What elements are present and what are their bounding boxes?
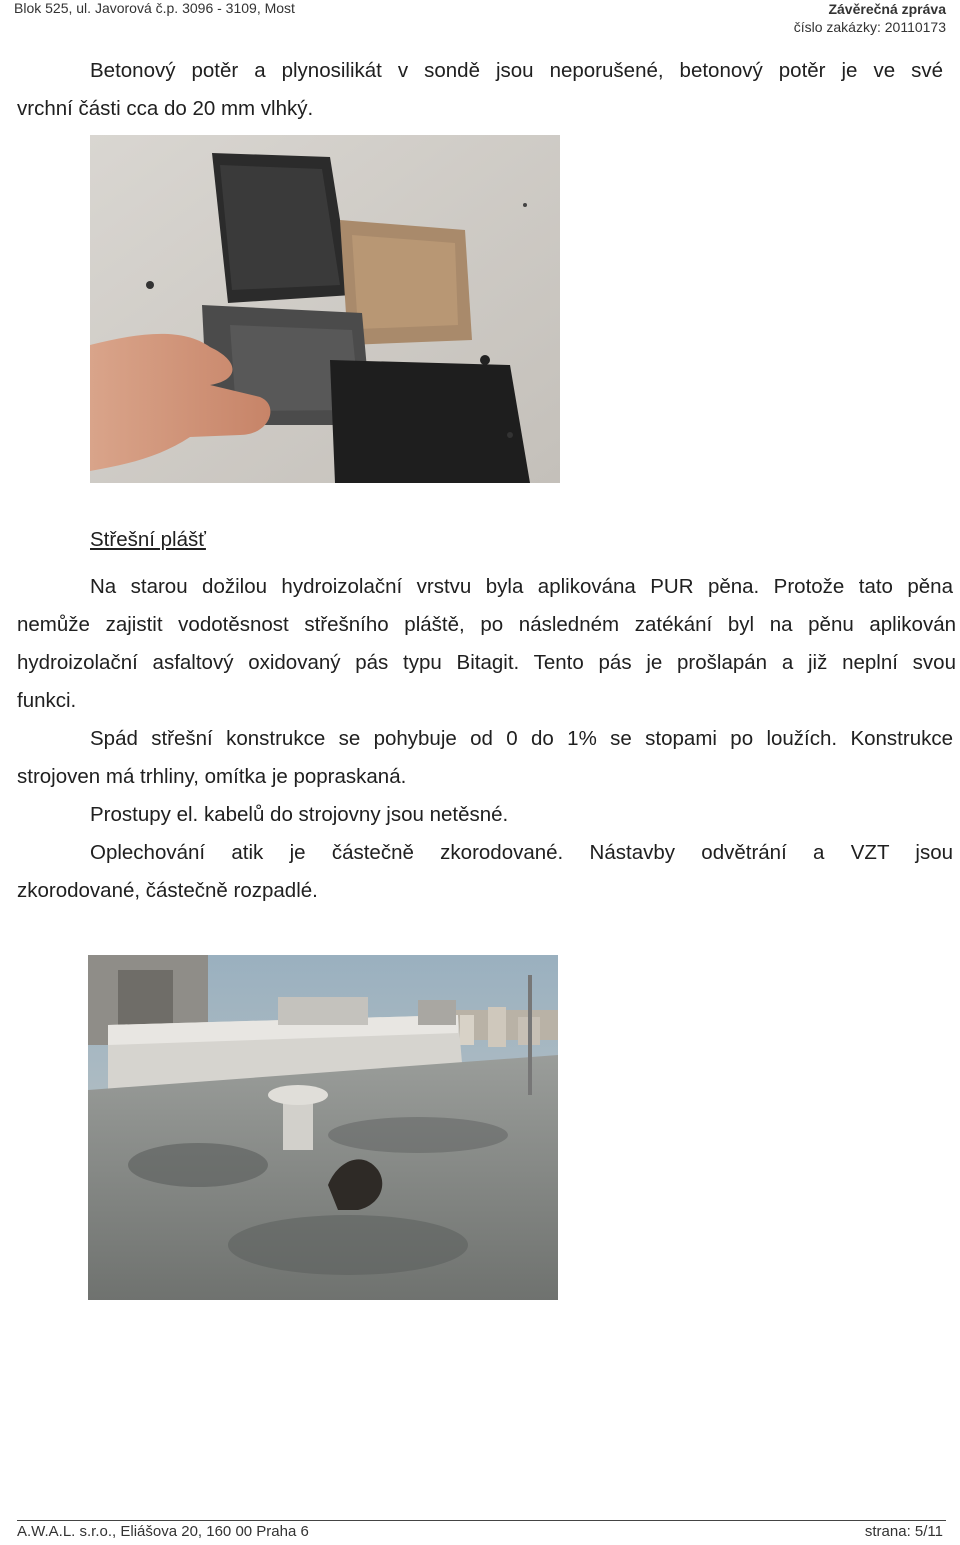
report-title: Závěrečná zpráva: [828, 1, 946, 17]
footer-rule: [17, 1520, 946, 1521]
section-heading-roof: Střešní plášť: [90, 528, 206, 551]
footer-company: A.W.A.L. s.r.o., Eliášova 20, 160 00 Praha 6: [17, 1523, 309, 1540]
roof-p4-line1: Oplechování atik je částečně zkorodované. Nástavby odvětrání a VZT jsou: [90, 841, 953, 864]
header-address: Blok 525, ul. Javorová č.p. 3096 - 3109, Most: [14, 0, 295, 16]
order-number: číslo zakázky: 20110173: [793, 19, 946, 35]
roof-p1-line3: hydroizolační asfaltový oxidovaný pás typu Bitagit. Tento pás je prošlapán a již neplní svou: [17, 651, 956, 674]
page-number: strana: 5/11: [864, 1523, 943, 1540]
roof-p2-line2: strojoven má trhliny, omítka je popraskaná.: [17, 765, 407, 788]
roof-p2-line1: Spád střešní konstrukce se pohybuje od 0 do 1% se stopami po loužích. Konstrukce: [90, 727, 953, 750]
roof-p1-line1: Na starou dožilou hydroizolační vrstvu byla aplikována PUR pěna. Protože tato pěna: [90, 575, 953, 598]
paragraph-probe-line1: Betonový potěr a plynosilikát v sondě jsou neporušené, betonový potěr je ve své: [90, 59, 943, 82]
roof-p1-line4: funkci.: [17, 689, 77, 712]
roof-p3: Prostupy el. kabelů do strojovny jsou netěsné.: [90, 803, 509, 826]
roof-p1-line2: nemůže zajistit vodotěsnost střešního pláště, po následném zatékání byl na pěnu aplikován: [17, 613, 956, 636]
roof-p4-line2: zkorodované, částečně rozpadlé.: [17, 879, 318, 902]
paragraph-probe-line2: vrchní části cca do 20 mm vlhký.: [17, 97, 314, 120]
photo-roof-probe-sample: [90, 135, 560, 483]
photo-roof-ventilation: [88, 955, 558, 1300]
header-right: [794, 0, 946, 36]
